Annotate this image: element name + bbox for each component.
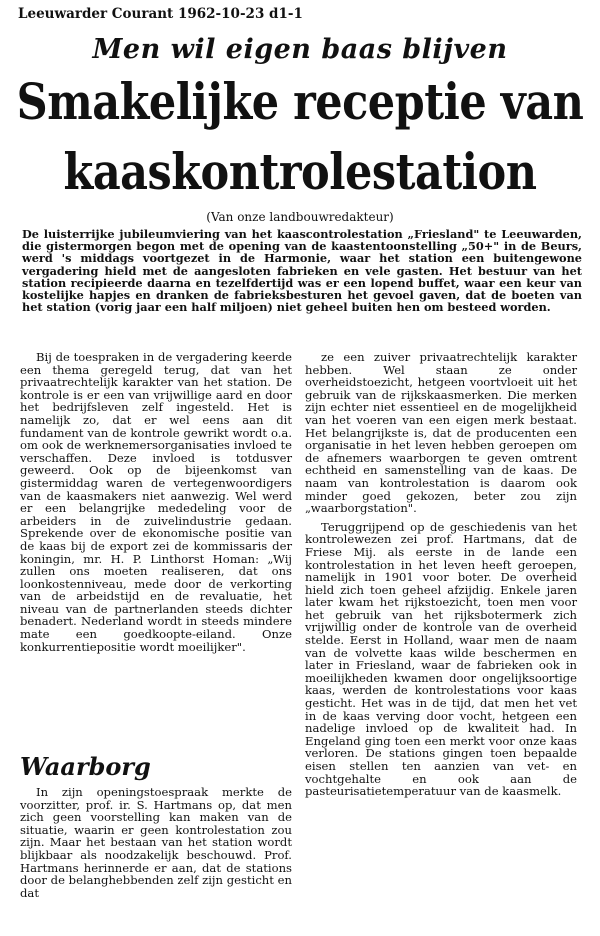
paragraph: ze een zuiver privaatrechtelijk karakter hebben. Wel staan ze onder overheidstoezicht, hetgeen voortvloeit uit het gebruik van de rijkskaasmerken. Die merken zijn echter niet essentieel en de mogelijkheid van het voeren van een eigen merk bestaat. Het belangrijkste is, dat de producenten een organisatie in het leven hebben geroepen om de afnemers waarborgen te geven omtrent echtheid en samenstelling van de kaas. De naam van kontrolestation is daarom ook minder goed gekozen, beter zou zijn „waarborgstation".: [305, 350, 577, 516]
lead-paragraph: De luisterrijke jubileumviering van het kaascontrolestation „Friesland" te Leeuwarden, die gistermorgen begon met de opening van de kaastentoonstelling „50+" in de Beurs, werd 's middags voortgezet in de Harmonie, waar het station een buitengewone vergadering hield met de aangesloten fabrieken en vele gasten. Het bestuur van het station recipieerde daarna en tezelfdertijd was er een lopend buffet, waar een keur van kostelijke hapjes en dranken de fabrieksbesturen het gevoel gaven, dat de boeten van het station (vorig jaar een half miljoen) niet geheel buiten hen om besteed worden.: [22, 227, 582, 315]
paragraph: Teruggrijpend op de geschiedenis van het kontrolewezen zei prof. Hartmans, dat de Friese Mij. als eerste in de lande een kontrolestation in het leven heeft geroepen, namelijk in 1901 voor boter. De overheid hield zich toen geheel afzijdig. Enkele jaren later kwam het rijkstoezicht, toen men voor het gebruik van het rijksbotermerk zich vrijwillig onder de kontrole van de overheid stelde. Eerst in Holland, waar men de naam van de volvette kaas wilde beschermen en later in Friesland, waar de fabrieken ook in moeilijkheden kwamen door ongelijksoortige kaas, werden de kontrolestations voor kaas gesticht. Het was in de tijd, dat men het vet in de kaas verving door vocht, hetgeen een nadelige invloed op de kwaliteit had. In Engeland ging toen een merkt voor onze kaas verloren. De stations gingen toen bepaalde eisen stellen ten aanzien van vet- en vochtgehalte en ook aan de pasteurisatietemperatuur van de kaasmelk.: [305, 519, 577, 799]
right-column: [305, 351, 577, 804]
left-column-continued: [20, 786, 292, 899]
byline: (Van onze landbouwredakteur): [206, 210, 394, 224]
left-column: [20, 351, 292, 659]
paragraph: Bij de toespraken in de vergadering keerde een thema geregeld terug, dat van het privaatrechtelijk karakter van het station. De kontrole is er een van vrijwillige aard en door het bedrijfsleven zelf ingesteld. Het is namelijk zo, dat er wel eens aan dit fundament van de kontrole gewrikt wordt o.a. om ook de werknemersorganisaties invloed te verschaffen. Deze invloed is totdusver geweerd. Ook op de bijeenkomst van gistermiddag waren de vertegenwoordigers van de kaasmakers niet aanwezig. Wel werd er een belangrijke mededeling voor de arbeiders in de zuivelindustrie gedaan. Sprekende over de ekonomische positie van de kaas bij de export zei de kommissaris der koningin, mr. H. P. Linthorst Homan: „Wij zullen ons moeten realiseren, dat ons loonkostenniveau, mede door de verkorting van de arbeidstijd en de revaluatie, het niveau van de partnerlanden steeds dichter benadert. Nederland wordt in steeds mindere mate een goedkoopte-eiland. Onze konkurrentiepositie wordt moeilijker".: [20, 350, 292, 654]
headline-line-1: Smakelijke receptie van: [16, 74, 584, 132]
headline-line-2: kaaskontrolestation: [63, 144, 537, 202]
paragraph: In zijn openingstoespraak merkte de voorzitter, prof. ir. S. Hartmans op, dat men zich geen voorstelling kan maken van de situatie, waarin er geen kontrolestation zou zijn. Maar het bestaan van het station wordt blijkbaar als noodzakelijk beschouwd. Prof. Hartmans herinnerde er aan, dat de stations door de belanghebbenden zelf zijn gesticht en dat: [20, 785, 292, 900]
source-caption: Leeuwarder Courant 1962-10-23 d1-1: [18, 6, 303, 22]
subheading: Waarborg: [20, 752, 151, 781]
kicker-headline: Men wil eigen baas blijven: [92, 34, 508, 65]
